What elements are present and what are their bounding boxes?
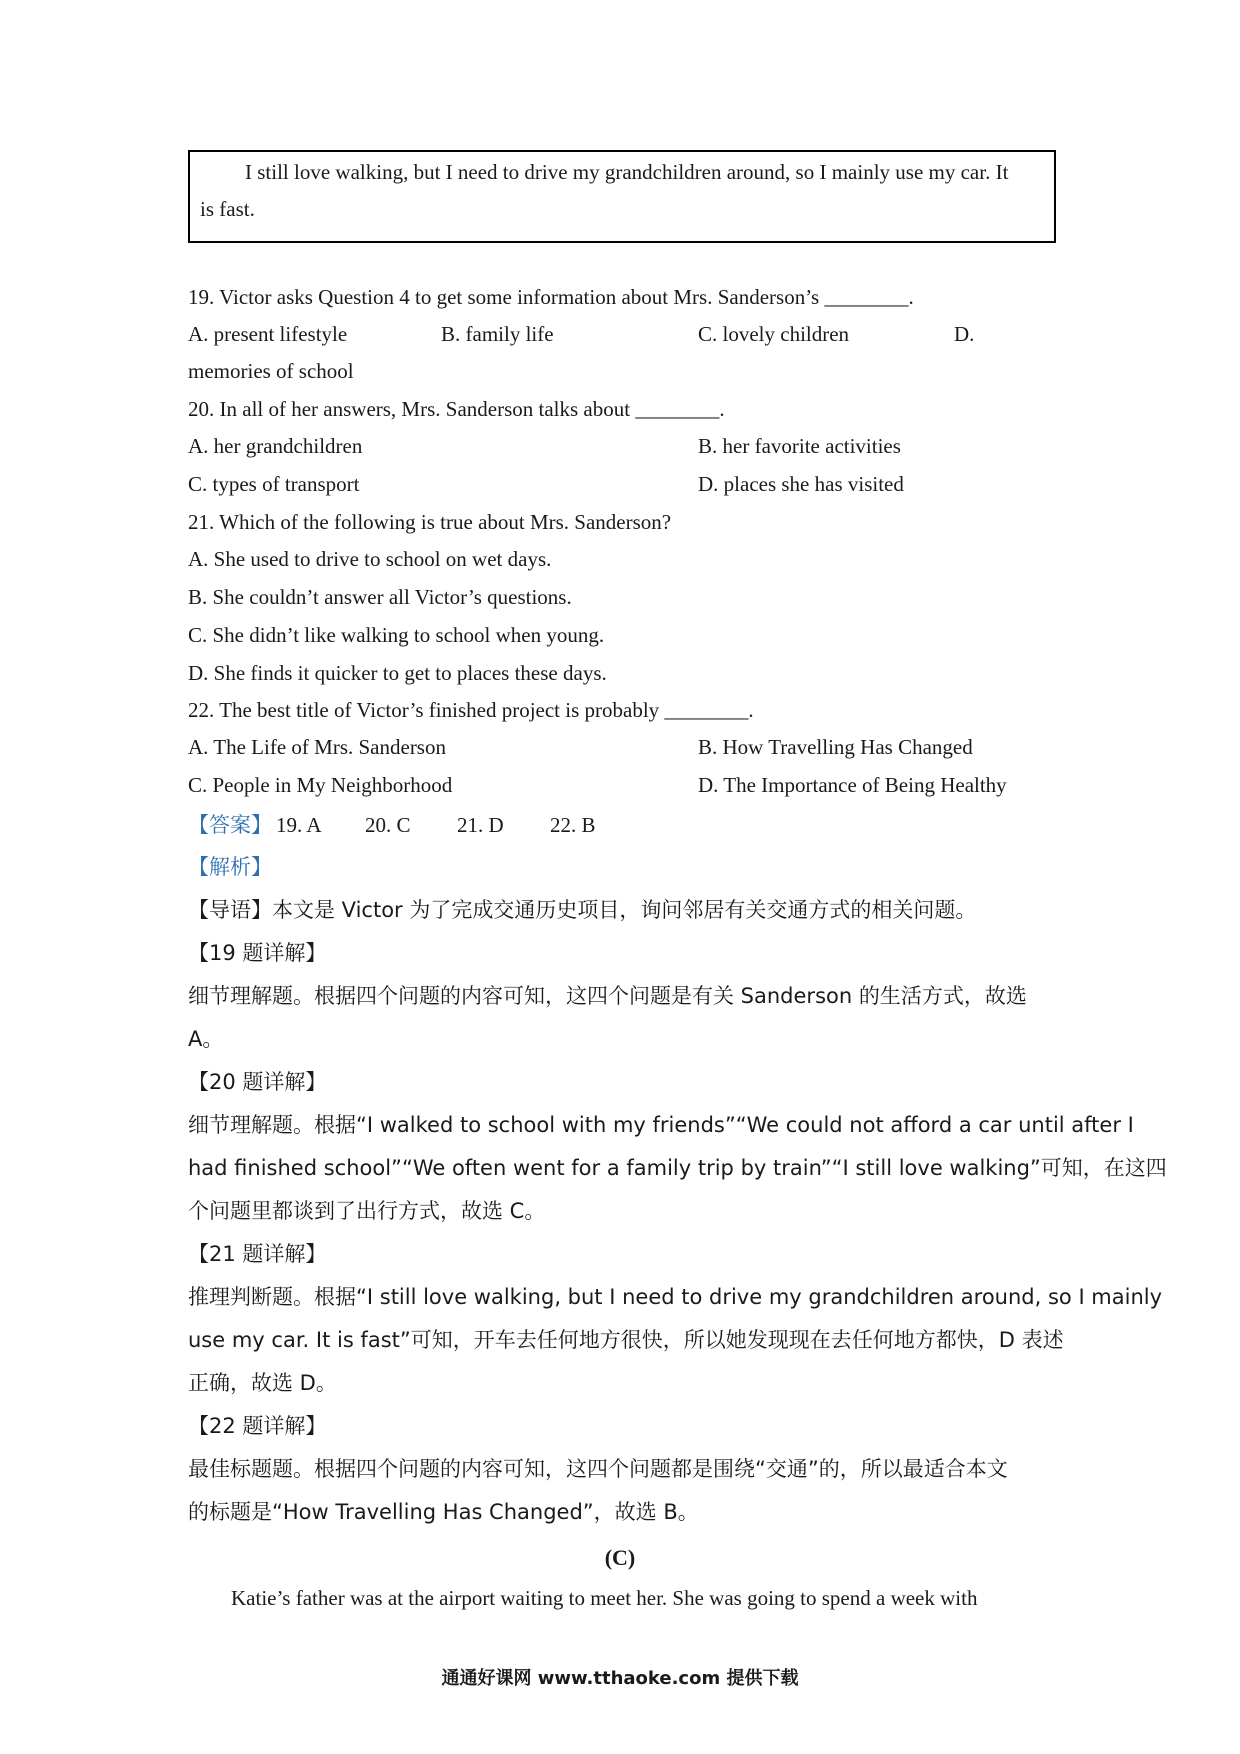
q20-option-d: D. places she has visited	[698, 472, 904, 496]
q20-option-c: C. types of transport	[188, 472, 360, 496]
q21-option-c: C. She didn’t like walking to school when young.	[188, 623, 605, 647]
q19-option-d-text: memories of school	[188, 359, 354, 383]
question-21-stem: 21. Which of the following is true about Mrs. Sanderson?	[188, 510, 672, 534]
page-footer: 通通好课网 www.tthaoke.com 提供下载	[441, 1668, 799, 1689]
analysis-label: 【解析】	[188, 855, 272, 879]
passage-c-title: (C)	[604, 1545, 636, 1570]
q22-option-d: D. The Importance of Being Healthy	[698, 773, 1007, 797]
question-19-stem: 19. Victor asks Question 4 to get some information about Mrs. Sanderson’s ________.	[188, 285, 914, 309]
detail-20-line-3: 个问题里都谈到了出行方式，故选 C。	[188, 1199, 546, 1223]
detail-20-heading: 【20 题详解】	[188, 1070, 327, 1094]
detail-22-heading: 【22 题详解】	[188, 1414, 327, 1438]
quote-line-1: I still love walking, but I need to drive my grandchildren around, so I mainly use my car. It	[245, 160, 1009, 184]
answer-19: 19. A	[276, 813, 322, 837]
q21-option-b: B. She couldn’t answer all Victor’s questions.	[188, 585, 572, 609]
detail-19-line-2: A。	[188, 1027, 224, 1051]
detail-21-line-3: 正确，故选 D。	[188, 1371, 337, 1395]
answer-20: 20. C	[365, 813, 411, 837]
detail-21-line-2: use my car. It is fast”可知，开车去任何地方很快，所以她发现现在去任何地方都快，D 表述	[188, 1328, 1064, 1352]
detail-21-line-1: 推理判断题。根据“I still love walking, but I need to drive my grandchildren around, so I mainly	[188, 1285, 1163, 1309]
detail-20-line-2: had finished school”“We often went for a family trip by train”“I still love walking”可知，在这四	[188, 1156, 1167, 1180]
question-20-stem: 20. In all of her answers, Mrs. Sanderson talks about ________.	[188, 397, 725, 421]
q21-option-a: A. She used to drive to school on wet days.	[188, 547, 552, 571]
detail-19-line-1: 细节理解题。根据四个问题的内容可知，这四个问题是有关 Sanderson 的生活方式，故选	[188, 984, 1027, 1008]
q21-option-d: D. She finds it quicker to get to places these days.	[188, 661, 607, 685]
q19-option-b: B. family life	[441, 322, 554, 346]
q22-option-b: B. How Travelling Has Changed	[698, 735, 973, 759]
q22-option-a: A. The Life of Mrs. Sanderson	[188, 735, 446, 759]
q22-option-c: C. People in My Neighborhood	[188, 773, 453, 797]
q19-option-a: A. present lifestyle	[188, 322, 348, 346]
q19-option-d: D.	[954, 322, 975, 346]
q19-option-c: C. lovely children	[698, 322, 850, 346]
quote-line-2: is fast.	[200, 197, 255, 221]
detail-22-line-1: 最佳标题题。根据四个问题的内容可知，这四个问题都是围绕“交通”的，所以最适合本文	[188, 1457, 1008, 1481]
answer-22: 22. B	[550, 813, 596, 837]
detail-22-line-2: 的标题是“How Travelling Has Changed”，故选 B。	[188, 1500, 699, 1524]
q20-option-a: A. her grandchildren	[188, 434, 363, 458]
detail-20-line-1: 细节理解题。根据“I walked to school with my friends”“We could not afford a car until after I	[188, 1113, 1134, 1137]
detail-21-heading: 【21 题详解】	[188, 1242, 327, 1266]
answer-21: 21. D	[457, 813, 504, 837]
passage-c-line-1: Katie’s father was at the airport waiting to meet her. She was going to spend a week with	[231, 1586, 978, 1610]
analysis-intro: 【导语】本文是 Victor 为了完成交通历史项目，询问邻居有关交通方式的相关问题。	[188, 898, 977, 922]
q20-option-b: B. her favorite activities	[698, 434, 901, 458]
question-22-stem: 22. The best title of Victor’s finished project is probably ________.	[188, 698, 754, 722]
detail-19-heading: 【19 题详解】	[188, 941, 327, 965]
answer-label: 【答案】	[188, 813, 272, 837]
